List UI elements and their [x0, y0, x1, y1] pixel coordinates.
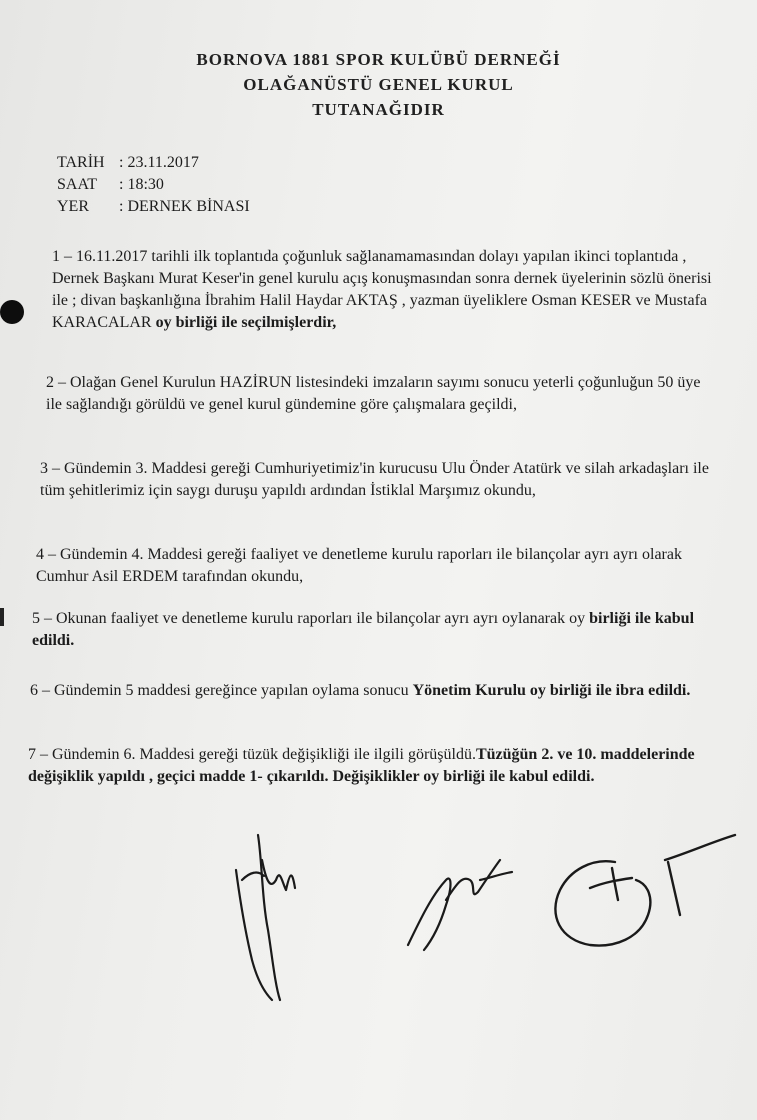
- header-club-name: BORNOVA 1881 SPOR KULÜBÜ DERNEĞİ: [196, 50, 561, 69]
- signature-3: [555, 835, 735, 946]
- item-6-bold: Yönetim Kurulu oy birliği ile ibra edildi.: [412, 682, 691, 699]
- header-meeting-type: OLAĞANÜSTÜ GENEL KURUL: [243, 75, 514, 94]
- date-value: : 23.11.2017: [119, 154, 199, 171]
- item-7-text: 7 – Gündemin 6. Maddesi gereği tüzük değişikliği ile ilgili görüşüldü.: [28, 746, 476, 763]
- place-value: : DERNEK BİNASI: [119, 198, 250, 215]
- place-label: YER: [57, 198, 89, 215]
- date-label: TARİH: [57, 154, 105, 171]
- item-2-text: 2 – Olağan Genel Kurulun HAZİRUN listesindeki imzaların sayımı sonucu yeterli çoğunluğun 50 üye ile sağlandığı görüldü ve genel kurul gündemine göre çalışmalara geçildi,: [46, 374, 701, 413]
- item-1-text: 1 – 16.11.2017 tarihli ilk toplantıda çoğunluk sağlanamamasından dolayı yapılan ikinci toplantıda , Dernek Başkanı Murat Keser'in genel kurulu açış konuşmasından sonra dernek üyelerinin sözlü önerisi ile ; divan başkanlığına İbrahim Halil Haydar AKTAŞ , yazman üyeliklere Osman KESER ve Mustafa KARACALAR: [52, 248, 712, 331]
- time-value: : 18:30: [119, 176, 164, 193]
- item-5-text: 5 – Okunan faaliyet ve denetleme kurulu raporları ile bilançolar ayrı ayrı oylanarak oy: [32, 610, 590, 627]
- item-1-bold: oy birliği ile seçilmişlerdir,: [155, 314, 337, 331]
- item-6-text: 6 – Gündemin 5 maddesi gereğince yapılan oylama sonucu: [30, 682, 413, 699]
- item-5-bold: birliği ile kabul edildi.: [32, 610, 695, 649]
- item-4-text: 4 – Gündemin 4. Maddesi gereği faaliyet ve denetleme kurulu raporları ile bilançolar ayrı ayrı olarak Cumhur Asil ERDEM tarafından okundu,: [36, 546, 682, 585]
- item-7-bold: Tüzüğün 2. ve 10. maddelerinde değişiklik yapıldı , geçici madde 1- çıkarıldı. Değişiklikler oy birliği ile kabul edildi.: [28, 746, 695, 785]
- item-3-text: 3 – Gündemin 3. Maddesi gereği Cumhuriyetimiz'in kurucusu Ulu Önder Atatürk ve silah arkadaşları ile tüm şehitlerimiz için saygı duruşu yapıldı ardından İstiklal Marşımız okundu,: [40, 460, 709, 499]
- signature-2: [408, 860, 512, 950]
- signature-1: [236, 835, 295, 1000]
- time-label: SAAT: [57, 176, 98, 193]
- header-document-type: TUTANAĞIDIR: [312, 100, 445, 119]
